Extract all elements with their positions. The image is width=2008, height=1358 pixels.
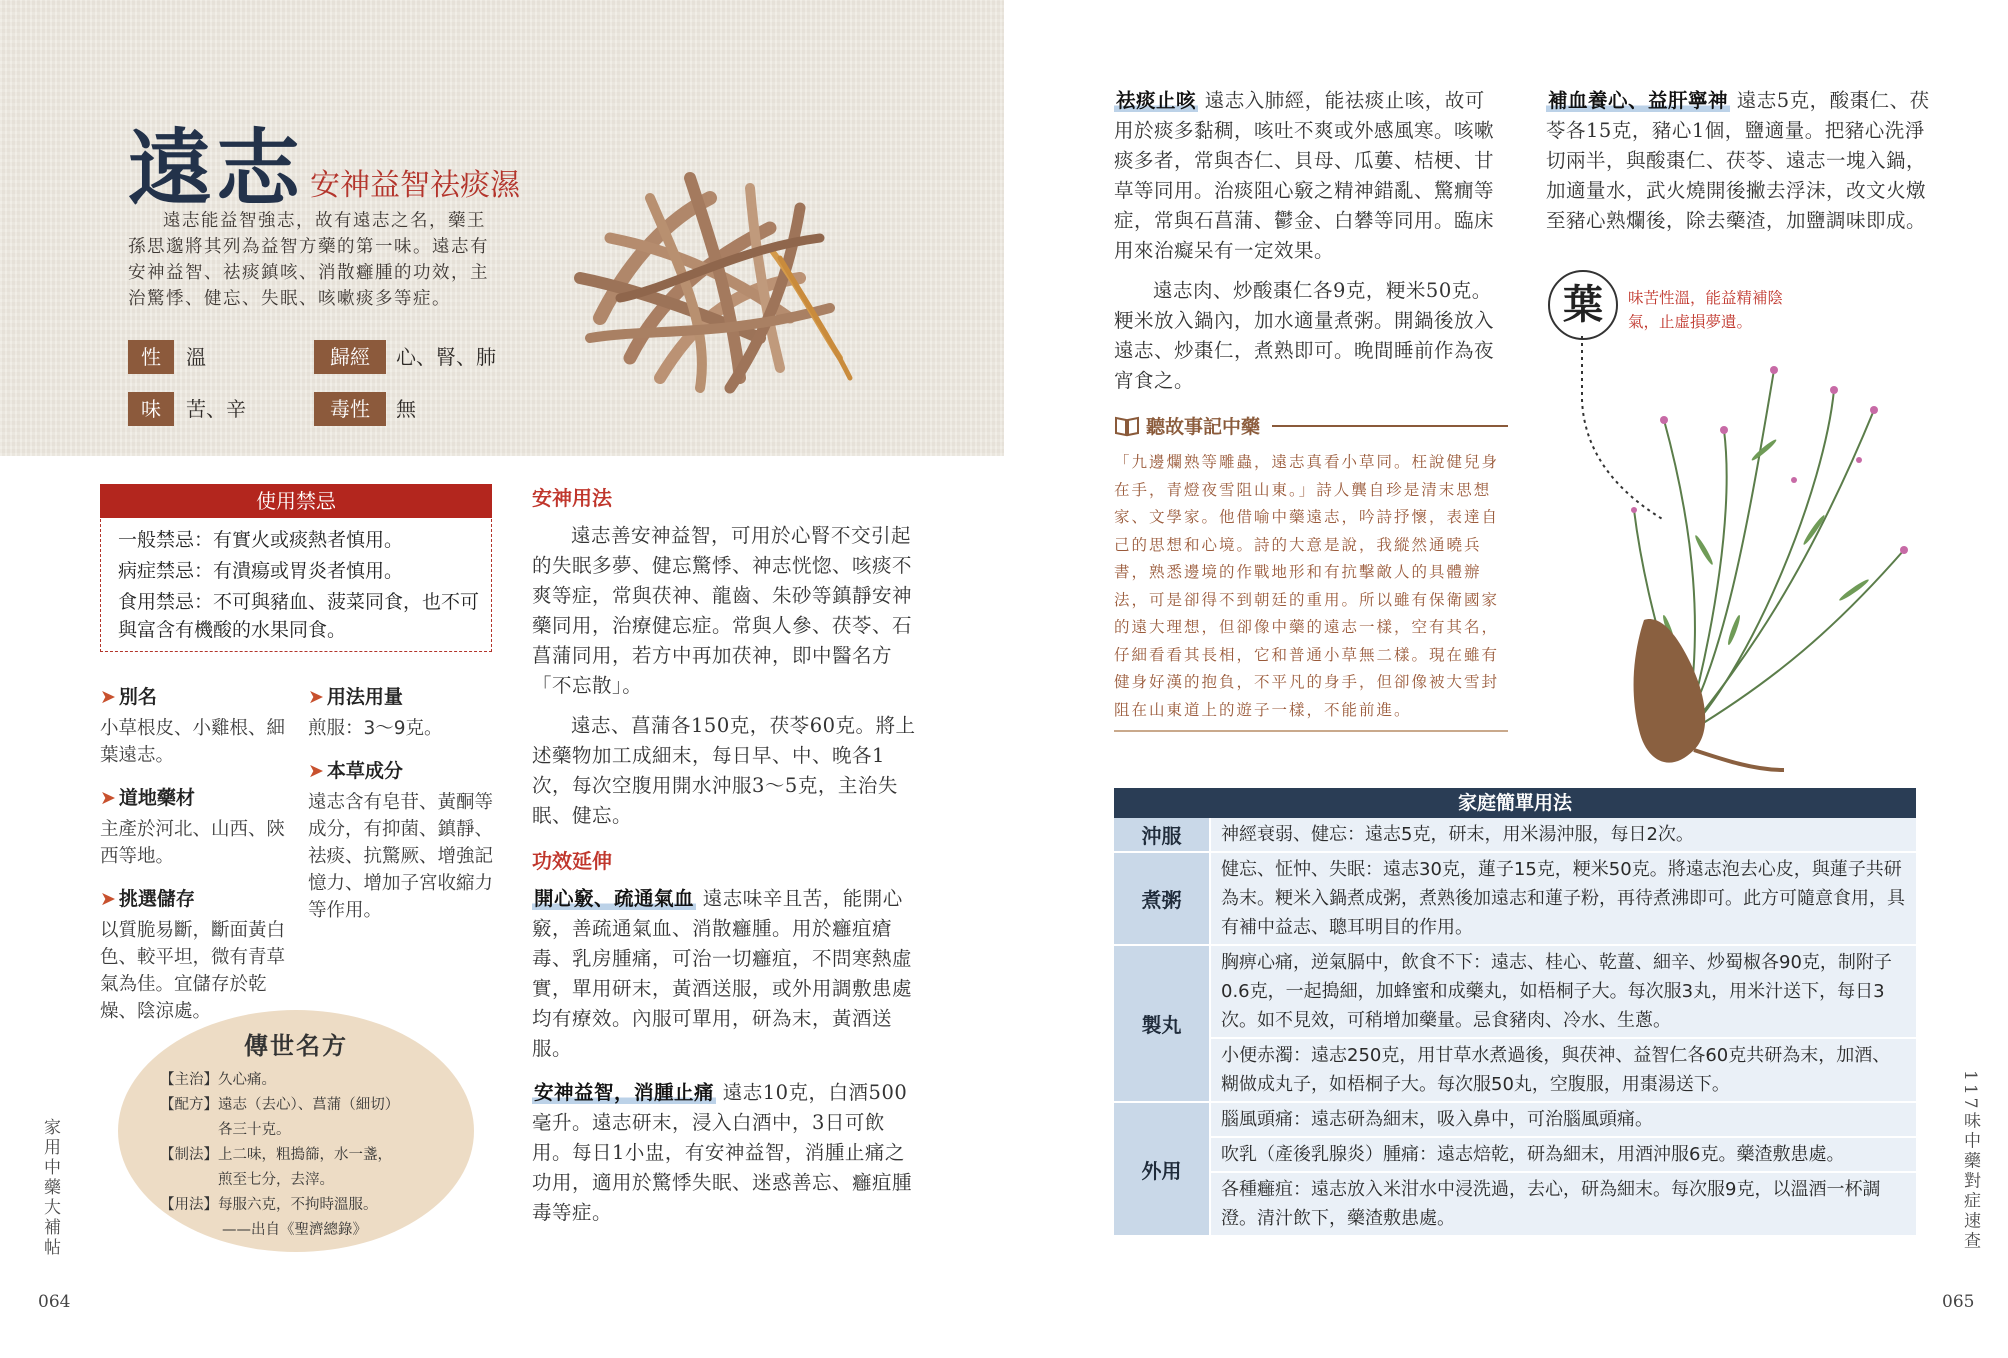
middle-column — [532, 482, 924, 1228]
table-row — [1114, 1172, 1916, 1235]
right-column-a — [1114, 86, 1504, 396]
table-row — [1114, 1102, 1916, 1137]
row-cell: 健忘、怔忡、失眠：遠志30克，蓮子15克，粳米50克。將遠志泡去心皮，與蓮子共研為末。粳米入鍋煮成粥，煮熟後加遠志和蓮子粉，再待煮沸即可。此方可隨意食用，具有補中益志、聰耳明目的作用。 — [1210, 852, 1916, 945]
story-header — [1114, 412, 1508, 439]
story-block — [1114, 412, 1508, 732]
table-row — [1114, 852, 1916, 945]
row-cell: 腦風頭痛：遠志研為細末，吸入鼻中，可治腦風頭痛。 — [1210, 1102, 1916, 1137]
qutan-title: 祛痰止咳 — [1116, 89, 1197, 112]
effect-item-2 — [532, 1078, 924, 1228]
formula-line: 【制法】上二味，粗搗篩，水一盞， — [160, 1147, 392, 1163]
formula-source: ——出自《聖濟總錄》 — [222, 1222, 367, 1238]
row-label-zhiwan: 製丸 — [1114, 945, 1210, 1102]
property-label-toxicity: 毒性 — [314, 392, 386, 426]
sidebar-head-storage: ➤ 挑選儲存 — [100, 888, 195, 910]
property-value-taste: 苦、辛 — [186, 397, 246, 421]
effect-item-2-title: 安神益智，消腫止痛 — [534, 1081, 715, 1104]
contraindication-title: 使用禁忌 — [100, 484, 492, 518]
anshen-paragraph-1: 遠志善安神益智，可用於心腎不交引起的失眠多夢、健忘驚悸、神志恍惚、咳痰不爽等症，常與茯神、龍齒、朱砂等鎮靜安神藥同用，治療健忘症。常與人參、茯苓、石菖蒲同用，若方中再加茯神，即中醫名方「不忘散」。 — [532, 524, 913, 697]
section-head-anshen: 安神用法 — [532, 486, 612, 510]
home-usage-table — [1114, 818, 1916, 1235]
classic-formula-lines — [160, 1068, 460, 1243]
row-cell: 胸痹心痛，逆氣膈中，飲食不下：遠志、桂心、乾薑、細辛、炒蜀椒各90克，制附子0.6克，一起搗細，加蜂蜜和成藥丸，如梧桐子大。每次服3丸，用米汁送下，每日3次。如不見效，可稍增加藥量。忌食豬肉、冷水、生蔥。 — [1210, 945, 1916, 1038]
sidebar-body-alias: 小草根皮、小雞根、細葉遠志。 — [100, 718, 286, 766]
story-title: 聽故事記中藥 — [1146, 416, 1261, 438]
right-column-b — [1546, 86, 1938, 236]
anshen-paragraph-2: 遠志、菖蒲各150克，茯苓60克。將上述藥物加工成細末，每日早、中、晚各1次，每次空腹用開水沖服3～5克，主治失眠、健忘。 — [532, 714, 916, 827]
property-label-taste: 味 — [128, 392, 174, 426]
qutan-paragraph — [1114, 86, 1504, 266]
sidebar-body-storage: 以質脆易斷，斷面黃白色、較平坦，微有青草氣為佳。宜儲存於乾燥、陰涼處。 — [100, 920, 286, 1022]
table-row — [1114, 1137, 1916, 1172]
property-label-meridian: 歸經 — [314, 340, 386, 374]
formula-line: 【用法】每服六克，不拘時溫服。 — [160, 1197, 378, 1213]
formula-line: 【配方】遠志（去心）、菖蒲（細切） — [160, 1097, 400, 1113]
formula-line: 煎至七分，去滓。 — [218, 1172, 334, 1188]
effect-item-1-title: 開心竅、疏通氣血 — [534, 887, 695, 910]
story-bottom-rule — [1114, 730, 1508, 732]
running-title-left: 家用中藥大補帖 — [40, 1118, 60, 1258]
row-label-chongfu: 沖服 — [1114, 818, 1210, 852]
row-label-waiyong: 外用 — [1114, 1102, 1210, 1235]
sidebar-head-alias: ➤ 別名 — [100, 686, 157, 708]
buxue-body: 遠志5克，酸棗仁、茯苓各15克，豬心1個，鹽適量。把豬心洗淨切兩半，與酸棗仁、茯苓、遠志一塊入鍋，加適量水，武火燒開後撇去浮沫，改文火燉至豬心熟爛後，除去藥渣，加鹽調味即成。 — [1546, 89, 1930, 232]
sidebar-col-1 — [100, 682, 290, 1022]
contraindication-food: 食用禁忌：不可與豬血、菠菜同食，也不可與富含有機酸的水果同食。 — [118, 591, 480, 641]
sidebar-head-origin: ➤ 道地藥材 — [100, 787, 195, 809]
herb-root-photo — [540, 138, 880, 406]
herb-subtitle: 安神益智祛痰濕 — [310, 168, 520, 203]
leaf-badge: 葉 — [1548, 270, 1618, 340]
property-value-toxicity: 無 — [396, 397, 416, 421]
sidebar-body-origin: 主產於河北、山西、陝西等地。 — [100, 819, 286, 867]
plant-illustration — [1574, 330, 1920, 780]
formula-line: 各三十克。 — [218, 1122, 291, 1138]
sidebar-col-2 — [308, 682, 498, 924]
qutan-paragraph-2: 遠志肉、炒酸棗仁各9克，粳米50克。粳米放入鍋內，加水適量煮粥。開鍋後放入遠志、炒棗仁，煮熟即可。晚間睡前作為夜宵食之。 — [1114, 279, 1495, 392]
property-value-meridian: 心、腎、肺 — [396, 345, 496, 369]
formula-line: 【主治】久心痛。 — [160, 1072, 276, 1088]
property-label-nature: 性 — [128, 340, 174, 374]
table-row — [1114, 818, 1916, 852]
row-cell: 神經衰弱、健忘：遠志5克，研末，用米湯沖服，每日2次。 — [1210, 818, 1916, 852]
sidebar-head-dosage: ➤ 用法用量 — [308, 686, 403, 708]
sidebar-body-dosage: 煎服：3～9克。 — [308, 718, 443, 739]
story-rule — [1272, 425, 1508, 427]
book-icon — [1114, 415, 1140, 437]
property-value-nature: 溫 — [186, 345, 206, 369]
sidebar-head-composition: ➤ 本草成分 — [308, 760, 403, 782]
buxue-title: 補血養心、益肝寧神 — [1548, 89, 1729, 112]
running-title-right: 117味中藥對症速查 — [1960, 1070, 1980, 1252]
qutan-body: 遠志入肺經，能祛痰止咳，故可用於痰多黏稠，咳吐不爽或外感風寒。咳嗽痰多者，常與杏仁、貝母、瓜蔞、桔梗、甘草等同用。治痰阻心竅之精神錯亂、驚癇等症，常與石菖蒲、鬱金、白礬等同用。臨床用來治癡呆有一定效果。 — [1114, 89, 1495, 262]
herb-intro: 遠志能益智強志，故有遠志之名，藥王孫思邈將其列為益智方藥的第一味。遠志有安神益智、祛痰鎮咳、消散癰腫的功效，主治驚悸、健忘、失眠、咳嗽痰多等症。 — [128, 211, 489, 309]
page-number-left: 064 — [38, 1292, 71, 1312]
table-row — [1114, 1038, 1916, 1102]
buxue-paragraph — [1546, 86, 1938, 236]
home-usage-title: 家庭簡單用法 — [1114, 788, 1916, 818]
row-cell: 小便赤濁：遠志250克，用甘草水煮過後，與茯神、益智仁各60克共研為末，加酒、糊做成丸子，如梧桐子大。每次服50丸，空腹服，用棗湯送下。 — [1210, 1038, 1916, 1102]
row-cell: 吹乳（產後乳腺炎）腫痛：遠志焙乾，研為細末，用酒沖服6克。藥渣敷患處。 — [1210, 1137, 1916, 1172]
effect-item-1-body: 遠志味辛且苦，能開心竅，善疏通氣血、消散癰腫。用於癰疽瘡毒、乳房腫痛，可治一切癰疽，不問寒熱虛實，單用研末，黃酒送服，或外用調敷患處均有療效。內服可單用，研為末，黃酒送服。 — [532, 887, 913, 1060]
effect-item-2-body: 遠志10克，白酒500毫升。遠志研末，浸入白酒中，3日可飲用。每日1小盅，有安神益智，消腫止痛之功用，適用於驚悸失眠、迷惑善忘、癰疽腫毒等症。 — [532, 1081, 913, 1224]
contraindication-disease: 病症禁忌：有潰瘍或胃炎者慎用。 — [118, 560, 404, 582]
page-number-right: 065 — [1942, 1292, 1975, 1312]
classic-formula-title: 傳世名方 — [244, 1031, 348, 1060]
section-head-effect: 功效延伸 — [532, 849, 612, 873]
effect-item-1 — [532, 884, 924, 1064]
row-cell: 各種癰疽：遠志放入米泔水中浸洗過，去心，研為細末。每次服9克，以溫酒一杯調澄。清汁飲下，藥渣敷患處。 — [1210, 1172, 1916, 1235]
table-row — [1114, 945, 1916, 1038]
contraindication-general: 一般禁忌：有實火或痰熱者慎用。 — [118, 529, 404, 551]
sidebar-body-composition: 遠志含有皂苷、黃酮等成分，有抑菌、鎮靜、祛痰、抗驚厥、增強記憶力、增加子宮收縮力等作用。 — [308, 792, 494, 921]
story-body: 「九邊爛熟等雕蟲，遠志真看小草同。枉說健兒身在手，青燈夜雪阻山東。」詩人龔自珍是清末思想家、文學家。他借喻中藥遠志，吟詩抒懷，表達自己的思想和心境。詩的大意是說，我縱然通曉兵書，熟悉邊境的作戰地形和有抗擊敵人的具體辦法，可是卻得不到朝廷的重用。所以雖有保衛國家的遠大理想，但卻像中藥的遠志一樣，空有其名，仔細看看其長相，它和普通小草無二樣。現在雖有健身好漢的抱負，不平凡的身手，但卻像被大雪封阻在山東道上的遊子一樣，不能前進。 — [1114, 453, 1500, 719]
row-label-zhuzhou: 煮粥 — [1114, 852, 1210, 945]
herb-title: 遠志 — [128, 119, 305, 218]
leaf-note: 味苦性溫，能益精補陰氣，止虛損夢遺。 — [1628, 289, 1784, 331]
